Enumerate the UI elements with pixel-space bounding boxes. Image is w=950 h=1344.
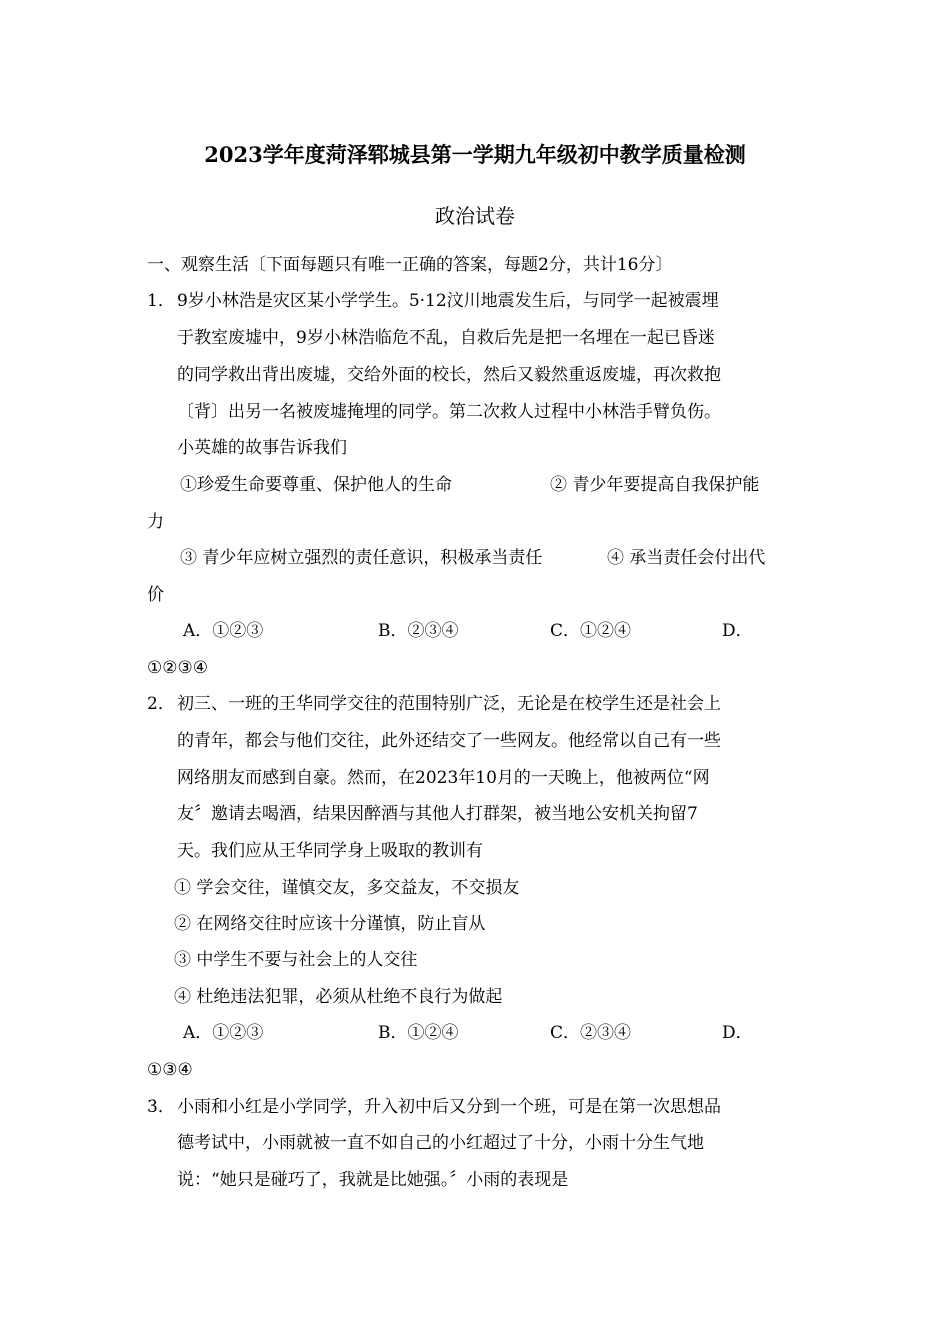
q1-line: 小英雄的故事告诉我们	[177, 438, 347, 458]
q3-number: 3．	[147, 1097, 175, 1117]
q2-line: 网络朋友而感到自豪。然而，在2023年10月的一天晚上，他被两位“网	[177, 768, 710, 788]
q1-option-c: C．①②④	[550, 621, 632, 641]
q1-statement-1: ①珍爱生命要尊重、保护他人的生命	[180, 475, 452, 495]
q1-statement-3: ③ 青少年应树立强烈的责任意识，积极承当责任	[180, 548, 543, 568]
q1-option-d: D．	[722, 621, 753, 641]
q1-line: 于教室废墟中，9岁小林浩临危不乱，自救后先是把一名埋在一起已昏迷	[177, 328, 715, 348]
q2-line: 初三、一班的王华同学交往的范围特别广泛，无论是在校学生还是社会上	[177, 694, 721, 714]
q1-line: 的同学救出背出废墟，交给外面的校长，然后又毅然重返废墟，再次救抱	[177, 365, 721, 385]
q2-option-d-wrap: ①③④	[147, 1060, 193, 1080]
section-heading: 一、观察生活〔下面每题只有唯一正确的答案，每题2分，共计16分〕	[147, 255, 673, 275]
q2-option-b: B．①②④	[378, 1023, 459, 1043]
q1-line: 9岁小林浩是灾区某小学学生。5·12汶川地震发生后，与同学一起被震埋	[177, 291, 719, 311]
q2-option-a: A．①②③	[183, 1023, 264, 1043]
q2-statement: ③ 中学生不要与社会上的人交往	[174, 950, 418, 970]
q1-option-d-wrap: ①②③④	[147, 658, 208, 678]
q1-option-a: A．①②③	[183, 621, 264, 641]
q1-option-b: B．②③④	[378, 621, 459, 641]
q1-statement-2: ② 青少年要提高自我保护能	[550, 475, 760, 495]
q2-line: 友〞邀请去喝酒，结果因醉酒与其他人打群架，被当地公安机关拘留7	[177, 804, 698, 824]
q1-statement-4-wrap: 价	[147, 585, 164, 605]
q2-number: 2．	[147, 694, 175, 714]
q1-statement-4: ④ 承当责任会付出代	[607, 548, 766, 568]
q3-line: 说：“她只是碰巧了，我就是比她强。〞小雨的表现是	[177, 1170, 569, 1190]
exam-title: 2023学年度菏泽郓城县第一学期九年级初中教学质量检测	[204, 142, 746, 167]
q2-line: 天。我们应从王华同学身上吸取的教训有	[177, 841, 483, 861]
q2-line: 的青年，都会与他们交往，此外还结交了一些网友。他经常以自己有一些	[177, 731, 721, 751]
q2-option-c: C．②③④	[550, 1023, 632, 1043]
q3-line: 德考试中，小雨就被一直不如自己的小红超过了十分，小雨十分生气地	[177, 1133, 704, 1153]
q3-line: 小雨和小红是小学同学，升入初中后又分到一个班，可是在第一次思想品	[177, 1097, 721, 1117]
q1-line: 〔背〕出另一名被废墟掩埋的同学。第二次救人过程中小林浩手臂负伤。	[177, 402, 721, 422]
q2-statement: ④ 杜绝违法犯罪，必须从杜绝不良行为做起	[174, 987, 503, 1007]
q1-number: 1．	[147, 291, 175, 311]
q1-statement-2-wrap: 力	[147, 512, 164, 532]
q2-statement: ① 学会交往，谨慎交友，多交益友，不交损友	[174, 878, 520, 898]
q2-option-d: D．	[722, 1023, 753, 1043]
exam-subtitle: 政治试卷	[435, 204, 515, 228]
q2-statement: ② 在网络交往时应该十分谨慎，防止盲从	[174, 914, 486, 934]
